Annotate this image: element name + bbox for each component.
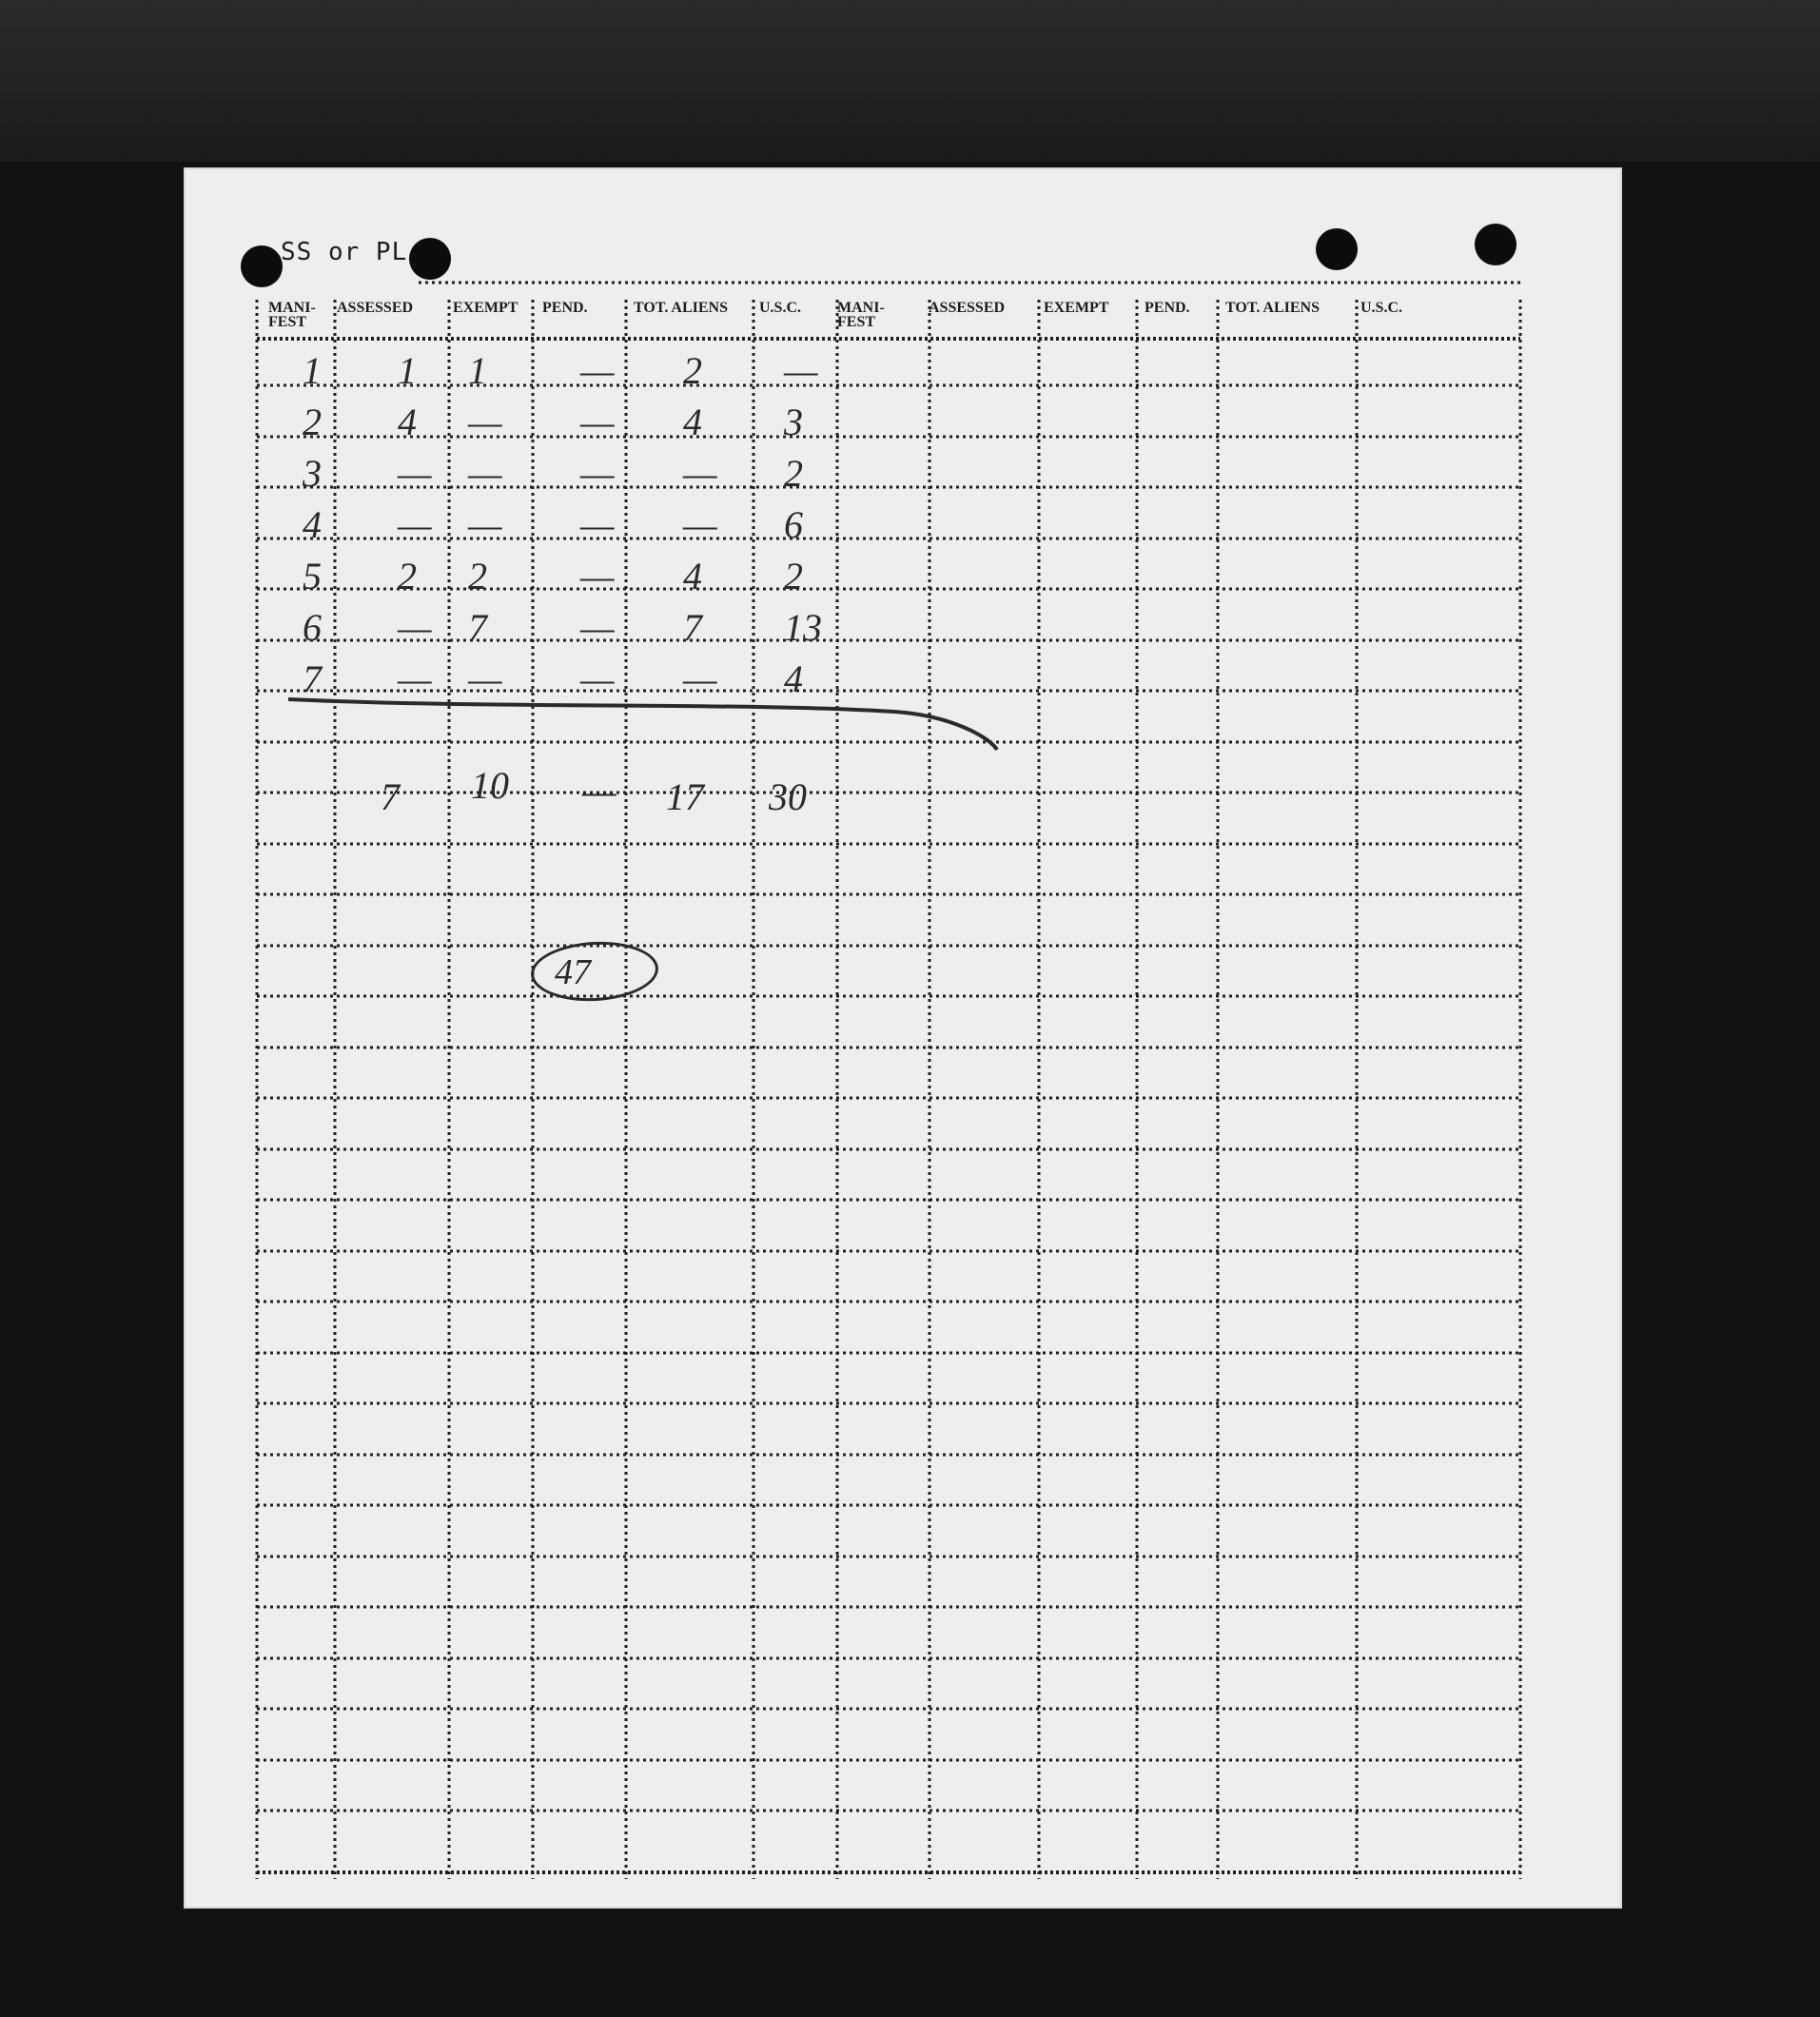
total-exempt: 10 (471, 764, 509, 807)
entry-pend: — (580, 452, 615, 495)
entry-usc: 2 (784, 452, 803, 495)
entry-pend: — (580, 503, 615, 546)
col-header-usc: U.S.C. (759, 300, 802, 316)
entry-exempt: 7 (468, 606, 487, 649)
entry-exempt: — (468, 657, 502, 700)
entry-manifest: 6 (303, 606, 322, 649)
entry-exempt: 2 (468, 555, 487, 597)
entry-pend: — (580, 555, 615, 597)
entry-manifest: 4 (303, 503, 322, 546)
entry-assessed: — (398, 452, 432, 495)
entry-assessed: 1 (398, 349, 417, 392)
entry-usc: — (784, 349, 818, 392)
entry-manifest: 3 (303, 452, 322, 495)
entry-exempt: — (468, 452, 502, 495)
entry-usc: 6 (784, 503, 803, 546)
entry-exempt: — (468, 401, 502, 443)
entry-assessed: 4 (398, 401, 417, 443)
entry-pend: — (580, 349, 615, 392)
entry-pend: — (580, 606, 615, 649)
vessel-label: SS or PL (281, 238, 408, 266)
col-header-assessed-2: ASSESSED (929, 300, 1006, 316)
col-header-pend: PEND. (542, 300, 588, 316)
entry-tot-aliens: — (683, 452, 717, 495)
col-header-tot-aliens: TOT. ALIENS (634, 300, 729, 316)
col-header-exempt-2: EXEMPT (1044, 300, 1109, 316)
total-assessed: 7 (381, 775, 400, 818)
entry-usc: 13 (784, 606, 822, 649)
entry-exempt: 1 (468, 349, 487, 392)
entry-usc: 2 (784, 555, 803, 597)
col-header-exempt: EXEMPT (453, 300, 519, 316)
entry-assessed: — (398, 606, 432, 649)
entry-manifest: 2 (303, 401, 322, 443)
entry-manifest: 5 (303, 555, 322, 597)
col-header-assessed: ASSESSED (337, 300, 414, 316)
entry-manifest: 1 (303, 349, 322, 392)
entry-exempt: — (468, 503, 502, 546)
total-tot-aliens: 17 (666, 775, 704, 818)
entry-assessed: — (398, 657, 432, 700)
entry-tot-aliens: 2 (683, 349, 702, 392)
entry-usc: 4 (784, 657, 803, 700)
entry-assessed: — (398, 503, 432, 546)
col-header-manifest: MANI- FEST (268, 300, 316, 330)
entry-manifest: 7 (303, 657, 322, 700)
circled-total: 47 (555, 952, 591, 992)
entry-tot-aliens: — (683, 657, 717, 700)
entry-pend: — (580, 657, 615, 700)
entry-pend: — (580, 401, 615, 443)
entry-tot-aliens: 7 (683, 606, 702, 649)
entry-tot-aliens: — (683, 503, 717, 546)
col-header-usc-2: U.S.C. (1360, 300, 1403, 316)
entry-tot-aliens: 4 (683, 401, 702, 443)
col-header-manifest-2: MANI- FEST (837, 300, 885, 330)
entry-assessed: 2 (398, 555, 417, 597)
entry-usc: 3 (784, 401, 803, 443)
total-usc: 30 (769, 775, 807, 818)
total-pend: — (582, 770, 616, 813)
col-header-pend-2: PEND. (1145, 300, 1190, 316)
col-header-tot-aliens-2: TOT. ALIENS (1225, 300, 1321, 316)
entry-tot-aliens: 4 (683, 555, 702, 597)
